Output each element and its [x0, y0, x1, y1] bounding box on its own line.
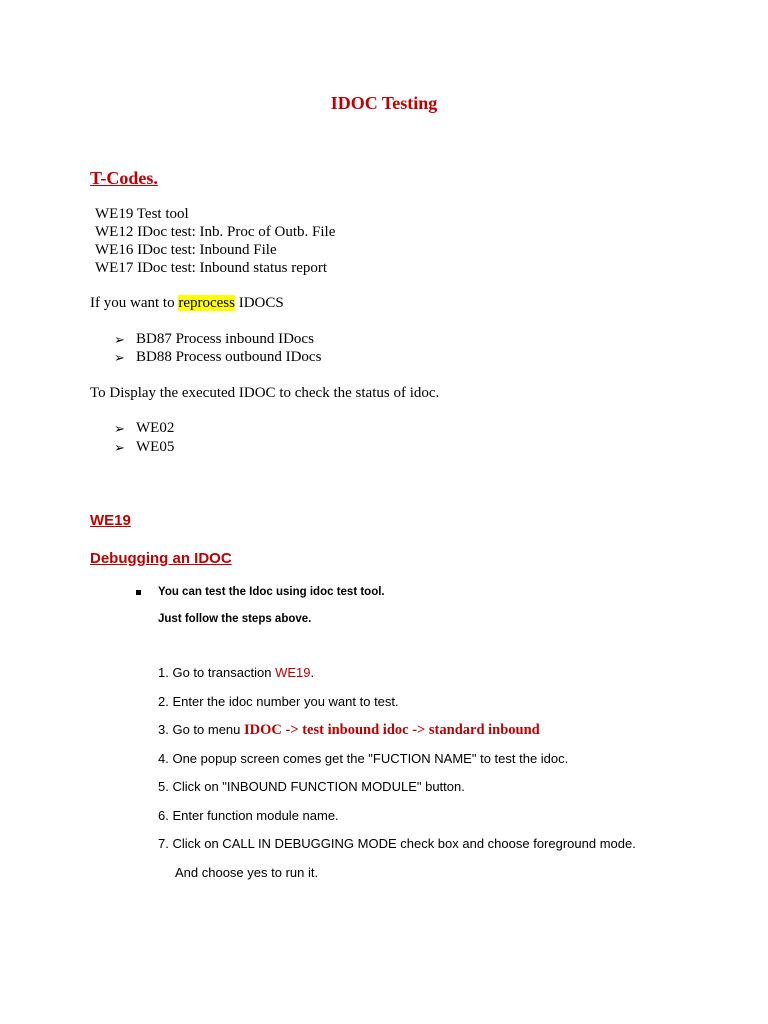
step-5: 5. Click on "INBOUND FUNCTION MODULE" button.: [158, 779, 465, 794]
step-7: 7. Click on CALL IN DEBUGGING MODE check box and choose foreground mode.: [158, 836, 636, 851]
step-3-text: 3. Go to menu: [158, 722, 244, 737]
arrowhead-bullet-icon: ➢: [114, 421, 125, 436]
reprocess-item: BD88 Process outbound IDocs: [136, 349, 322, 365]
square-bullet-icon: [136, 590, 141, 595]
we19-heading: WE19: [90, 512, 131, 529]
display-sentence: To Display the executed IDOC to check the status of idoc.: [90, 385, 440, 401]
tcodes-heading: T-Codes.: [90, 168, 158, 188]
tcode-line: WE19 Test tool: [95, 206, 189, 222]
display-item: WE02: [136, 420, 175, 436]
note-line: Just follow the steps above.: [158, 613, 312, 625]
step-1-end: .: [310, 665, 315, 680]
tcode-line: WE16 IDoc test: Inbound File: [95, 242, 277, 258]
tcode-line: WE12 IDoc test: Inb. Proc of Outb. File: [95, 224, 336, 240]
step-3-menu-path: IDOC -> test inbound idoc -> standard inbound: [244, 722, 540, 738]
debug-heading: Debugging an IDOC: [90, 550, 232, 567]
reprocess-suffix: IDOCS: [234, 295, 284, 311]
step-6: 6. Enter function module name.: [158, 808, 339, 823]
step-1: [158, 665, 314, 680]
document-title: IDOC Testing: [330, 93, 438, 113]
tcode-line: WE17 IDoc test: Inbound status report: [95, 260, 328, 276]
arrowhead-bullet-icon: ➢: [114, 350, 125, 365]
reprocess-prefix: If you want to: [90, 295, 179, 311]
step-1-tcode: WE19: [275, 665, 311, 680]
arrowhead-bullet-icon: ➢: [114, 440, 125, 455]
step-7-continuation: And choose yes to run it.: [175, 865, 319, 880]
display-item: WE05: [136, 439, 175, 455]
reprocess-item: BD87 Process inbound IDocs: [136, 331, 314, 347]
step-4: 4. One popup screen comes get the "FUCTION NAME" to test the idoc.: [158, 751, 569, 766]
reprocess-highlight: reprocess: [178, 295, 235, 311]
step-1-text: 1. Go to transaction: [158, 665, 276, 680]
arrowhead-bullet-icon: ➢: [114, 332, 125, 347]
step-2: 2. Enter the idoc number you want to test.: [158, 694, 399, 709]
reprocess-sentence: [90, 295, 284, 312]
note-line: You can test the Idoc using idoc test tool.: [158, 586, 385, 598]
step-3: [158, 722, 540, 739]
